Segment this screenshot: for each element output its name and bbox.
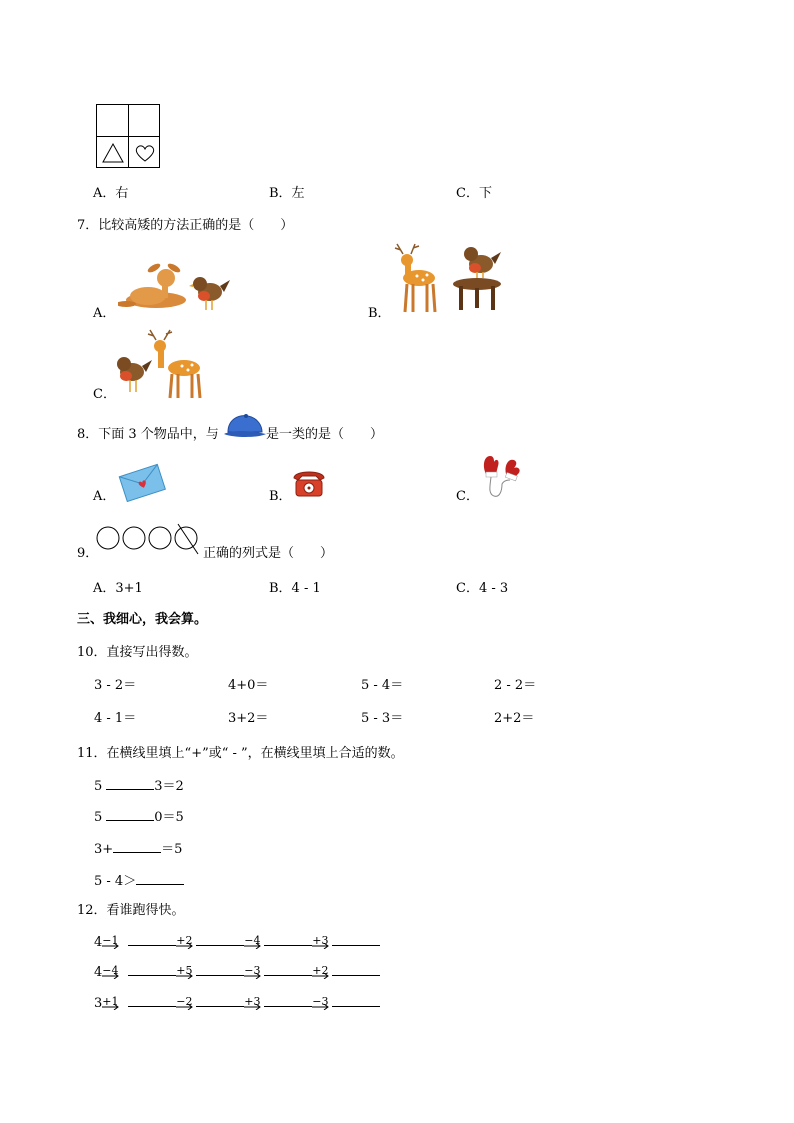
right-arrow-icon xyxy=(244,943,262,949)
op-label: +5 xyxy=(176,964,193,977)
section-3-title: 三、我细心，我会算。 xyxy=(77,612,208,627)
right-arrow-icon xyxy=(102,1004,120,1010)
q6-option-c[interactable]: C．下 xyxy=(456,186,492,201)
q10-question: 10．直接写出得数。 xyxy=(77,645,198,660)
op-label: −4 xyxy=(244,934,261,947)
answer-blank[interactable] xyxy=(264,994,312,1007)
arrow-op xyxy=(176,963,194,979)
right-arrow-icon xyxy=(176,943,194,949)
arrow-op xyxy=(244,963,262,979)
position-grid xyxy=(96,104,160,168)
q10-item: 5 - 3＝ xyxy=(361,711,404,726)
q12-row-3 xyxy=(94,994,380,1014)
start-number: 3 xyxy=(94,996,103,1011)
q11-text: 5 - 4＞ xyxy=(94,874,137,889)
q12-row-1 xyxy=(94,933,380,953)
q12-question: 12．看谁跑得快。 xyxy=(77,903,185,918)
q10-item: 2 - 2＝ xyxy=(494,678,537,693)
q7-label-c[interactable]: C． xyxy=(93,387,116,402)
answer-blank[interactable] xyxy=(128,933,176,946)
circles-illustration xyxy=(94,522,206,556)
mittens-icon xyxy=(480,452,524,500)
q11-line-1 xyxy=(94,777,184,795)
answer-blank[interactable] xyxy=(332,963,380,976)
answer-blank[interactable] xyxy=(128,963,176,976)
answer-blank[interactable] xyxy=(196,994,244,1007)
triangle-icon xyxy=(101,142,125,164)
answer-blank[interactable] xyxy=(128,994,176,1007)
arrow-op xyxy=(244,994,262,1010)
answer-blank[interactable] xyxy=(136,872,184,885)
q11-text: 5 xyxy=(94,779,103,794)
q12-row-2 xyxy=(94,963,380,983)
op-label: +3 xyxy=(312,934,329,947)
right-arrow-icon xyxy=(176,973,194,979)
op-label: −1 xyxy=(102,934,119,947)
bird-and-deer-illustration xyxy=(114,326,208,400)
arrow-op xyxy=(312,933,330,949)
op-label: +3 xyxy=(244,995,261,1008)
right-arrow-icon xyxy=(312,973,330,979)
q8-question-end: 是一类的是（ ） xyxy=(266,427,384,442)
heart-icon xyxy=(133,142,157,164)
answer-blank[interactable] xyxy=(196,963,244,976)
q11-line-2 xyxy=(94,808,184,826)
answer-blank[interactable] xyxy=(106,808,154,821)
q11-text: ＝5 xyxy=(161,842,183,857)
right-arrow-icon xyxy=(312,943,330,949)
answer-blank[interactable] xyxy=(332,933,380,946)
q8-label-a[interactable]: A． xyxy=(93,489,116,504)
answer-blank[interactable] xyxy=(264,933,312,946)
op-label: −2 xyxy=(176,995,193,1008)
start-number: 4 xyxy=(94,965,103,980)
q9-question: 正确的列式是（ ） xyxy=(203,546,334,561)
right-arrow-icon xyxy=(102,973,120,979)
cap-icon xyxy=(222,412,268,442)
q11-text: 3＝2 xyxy=(154,779,184,794)
right-arrow-icon xyxy=(312,1004,330,1010)
answer-blank[interactable] xyxy=(196,933,244,946)
start-number: 4 xyxy=(94,935,103,950)
q10-item: 3 - 2＝ xyxy=(94,678,137,693)
q10-item: 2+2＝ xyxy=(494,711,535,726)
answer-blank[interactable] xyxy=(106,777,154,790)
fawn-and-bird-illustration xyxy=(118,256,230,318)
arrow-op xyxy=(312,963,330,979)
q7-question: 7．比较高矮的方法正确的是（ ） xyxy=(77,218,294,233)
right-arrow-icon xyxy=(176,1004,194,1010)
q8-label-c[interactable]: C． xyxy=(456,489,479,504)
op-label: −3 xyxy=(312,995,329,1008)
op-label: −4 xyxy=(102,964,119,977)
right-arrow-icon xyxy=(102,943,120,949)
q9-option-a[interactable]: A．3+1 xyxy=(93,581,143,596)
answer-blank[interactable] xyxy=(113,840,161,853)
telephone-icon xyxy=(292,466,326,500)
arrow-op xyxy=(244,933,262,949)
right-arrow-icon xyxy=(244,973,262,979)
arrow-op xyxy=(102,933,120,949)
q9-option-b[interactable]: B．4 - 1 xyxy=(269,581,321,596)
q7-label-a[interactable]: A． xyxy=(93,306,116,321)
arrow-op xyxy=(176,933,194,949)
answer-blank[interactable] xyxy=(332,994,380,1007)
arrow-op xyxy=(312,994,330,1010)
q7-label-b[interactable]: B． xyxy=(368,306,391,321)
q11-text: 5 xyxy=(94,810,103,825)
q9-number: 9． xyxy=(77,546,99,561)
q11-line-4 xyxy=(94,872,184,890)
q10-item: 4 - 1＝ xyxy=(94,711,137,726)
q11-text: 0＝5 xyxy=(154,810,184,825)
q6-option-a[interactable]: A．右 xyxy=(93,186,129,201)
op-label: +2 xyxy=(312,964,329,977)
arrow-op xyxy=(176,994,194,1010)
answer-blank[interactable] xyxy=(264,963,312,976)
q8-label-b[interactable]: B． xyxy=(269,489,292,504)
arrow-op xyxy=(102,994,120,1010)
q11-question: 11．在横线里填上“+”或“ - ”，在横线里填上合适的数。 xyxy=(77,746,404,761)
arrow-op xyxy=(102,963,120,979)
op-label: −3 xyxy=(244,964,261,977)
q11-text: 3+ xyxy=(94,842,114,857)
right-arrow-icon xyxy=(244,1004,262,1010)
q10-item: 4+0＝ xyxy=(228,678,269,693)
q11-line-3 xyxy=(94,840,182,858)
op-label: +2 xyxy=(176,934,193,947)
q10-item: 5 - 4＝ xyxy=(361,678,404,693)
q6-option-b[interactable]: B．左 xyxy=(269,186,305,201)
envelope-icon xyxy=(117,462,167,502)
q9-option-c[interactable]: C．4 - 3 xyxy=(456,581,509,596)
q8-question-start: 8．下面 3 个物品中，与 xyxy=(77,427,219,442)
q10-item: 3+2＝ xyxy=(228,711,269,726)
deer-and-bird-on-table-illustration xyxy=(393,240,505,318)
op-label: +1 xyxy=(102,995,119,1008)
